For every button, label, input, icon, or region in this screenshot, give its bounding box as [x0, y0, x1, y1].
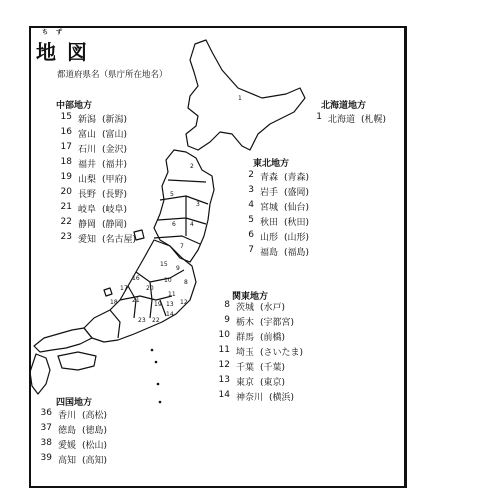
map-label-17: 17	[120, 285, 128, 292]
map-label-23: 23	[138, 317, 146, 324]
list-item: 20 長野 (長野)	[60, 187, 128, 200]
map-label-6: 6	[172, 221, 176, 228]
list-item: 21 岐阜 (岐阜)	[60, 202, 128, 215]
list-item: 16 富山 (富山)	[60, 127, 128, 140]
region-label-kanto: 関東地方	[232, 292, 269, 302]
list-item: 9 栃木 (宇都宮)	[224, 315, 295, 328]
hokkaido-outline	[186, 40, 305, 150]
central-honshu-outline	[84, 240, 196, 342]
region-label-shikoku: 四国地方	[56, 398, 93, 408]
list-item: 22 静岡 (静岡)	[60, 217, 128, 230]
list-item: 4 宮城 (仙台)	[248, 200, 310, 213]
tohoku-outline	[154, 150, 214, 262]
map-label-3: 3	[196, 201, 200, 208]
list-item: 7 福島 (福島)	[248, 245, 310, 258]
title-ruby: ちず	[42, 29, 71, 36]
map-label-22: 22	[152, 317, 160, 324]
map-label-21: 21	[132, 297, 140, 304]
list-item: 15 新潟 (新潟)	[60, 112, 128, 125]
map-label-7: 7	[180, 243, 184, 250]
map-label-8: 8	[184, 279, 188, 286]
list-item: 23 愛知 (名古屋)	[60, 232, 137, 245]
list-item: 12 千葉 (千葉)	[218, 360, 286, 373]
map-label-11: 11	[168, 291, 176, 298]
map-label-13: 13	[166, 301, 174, 308]
list-item: 13 東京 (東京)	[218, 375, 286, 388]
list-item: 14 神奈川 (横浜)	[218, 390, 295, 403]
western-honshu-outline	[34, 328, 92, 352]
map-label-19: 19	[154, 301, 162, 308]
map-label-14: 14	[166, 311, 174, 318]
kyushu-outline	[30, 354, 50, 394]
map-label-15: 15	[160, 261, 168, 268]
map-label-10: 10	[164, 277, 172, 284]
list-item: 39 高知 (高知)	[40, 453, 108, 466]
shikoku-outline	[58, 352, 96, 370]
list-item: 8 茨城 (水戸)	[224, 300, 286, 313]
oki-island	[104, 288, 112, 296]
list-item: 19 山梨 (甲府)	[60, 172, 128, 185]
region-label-tohoku: 東北地方	[253, 159, 290, 169]
list-item: 17 石川 (金沢)	[60, 142, 128, 155]
list-item: 6 山形 (山形)	[248, 230, 310, 243]
map-label-16: 16	[132, 275, 140, 282]
list-item: 36 香川 (高松)	[40, 408, 108, 421]
map-label-4: 4	[190, 221, 194, 228]
list-item: 2 青森 (青森)	[248, 170, 310, 183]
list-header: 都道府県名（県庁所在地名）	[57, 70, 168, 80]
list-item: 3 岩手 (盛岡)	[248, 185, 310, 198]
page-title: ちず 地 図	[36, 29, 89, 64]
list-item: 10 群馬 (前橋)	[218, 330, 286, 343]
map-label-12: 12	[180, 299, 188, 306]
region-label-hokkaido: 北海道地方	[321, 101, 367, 111]
map-label-20: 20	[146, 285, 154, 292]
map-label-18: 18	[110, 299, 118, 306]
list-item: 5 秋田 (秋田)	[248, 215, 310, 228]
list-item: 18 福井 (福井)	[60, 157, 128, 170]
list-item: 11 埼玉 (さいたま)	[218, 345, 304, 358]
region-label-chubu: 中部地方	[56, 101, 93, 111]
list-item: 1 北海道 (札幌)	[316, 112, 387, 125]
map-label-2: 2	[190, 163, 194, 170]
map-label-5: 5	[170, 191, 174, 198]
list-item: 38 愛媛 (松山)	[40, 438, 108, 451]
list-item: 37 徳島 (徳島)	[40, 423, 108, 436]
map-label-9: 9	[176, 265, 180, 272]
map-label-1: 1	[238, 95, 242, 102]
